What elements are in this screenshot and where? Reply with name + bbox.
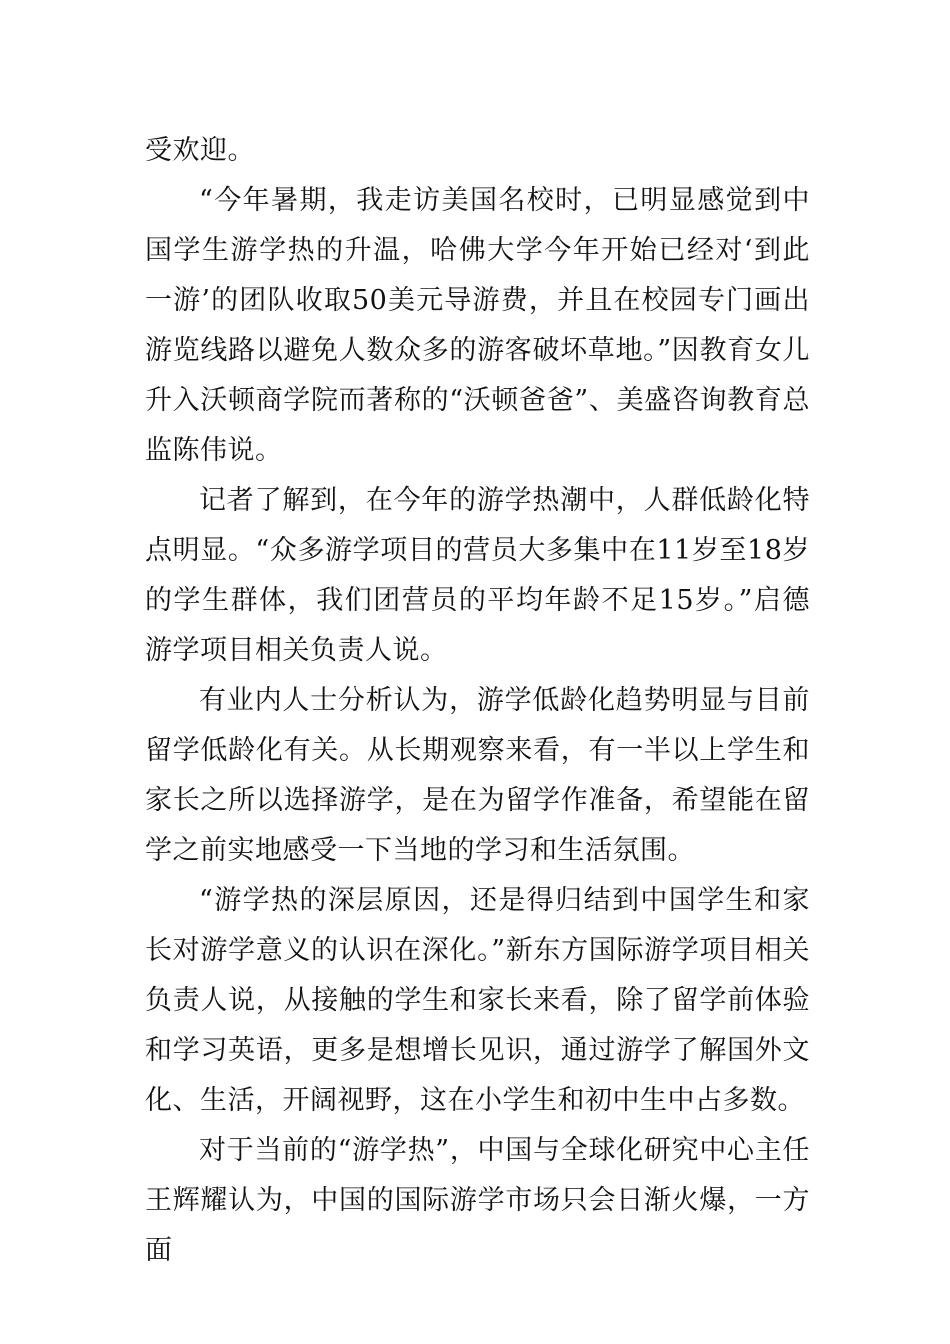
paragraph-market-outlook: 对于当前的“游学热”，中国与全球化研究中心主任王辉耀认为，中国的国际游学市场只会日渐火爆，一方面: [145, 1135, 810, 1266]
paragraph-harvard-quote: “今年暑期，我走访美国名校时，已明显感觉到中国学生游学热的升温，哈佛大学今年开始已经对‘到此一游’的团队收取50美元导游费，并且在校园专门画出游览线路以避免人数众多的游客破坏草地。”因教育女儿升入沃顿商学院而著称的“沃顿爸爸”、美盛咨询教育总监陈伟说。: [145, 185, 810, 466]
paragraph-continuation: 受欢迎。: [145, 135, 255, 166]
article-body: [145, 126, 810, 1276]
paragraph-industry-analysis: 有业内人士分析认为，游学低龄化趋势明显与目前留学低龄化有关。从长期观察来看，有一半以上学生和家长之所以选择游学，是在为留学作准备，希望能在留学之前实地感受一下当地的学习和生活氛围。: [145, 685, 810, 866]
paragraph-deeper-reason: “游学热的深层原因，还是得归结到中国学生和家长对游学意义的认识在深化。”新东方国际游学项目相关负责人说，从接触的学生和家长来看，除了留学前体验和学习英语，更多是想增长见识，通过游学了解国外文化、生活，开阔视野，这在小学生和初中生中占多数。: [145, 885, 810, 1116]
paragraph-age-trend: 记者了解到，在今年的游学热潮中，人群低龄化特点明显。“众多游学项目的营员大多集中在11岁至18岁的学生群体，我们团营员的平均年龄不足15岁。”启德游学项目相关负责人说。: [145, 485, 810, 666]
